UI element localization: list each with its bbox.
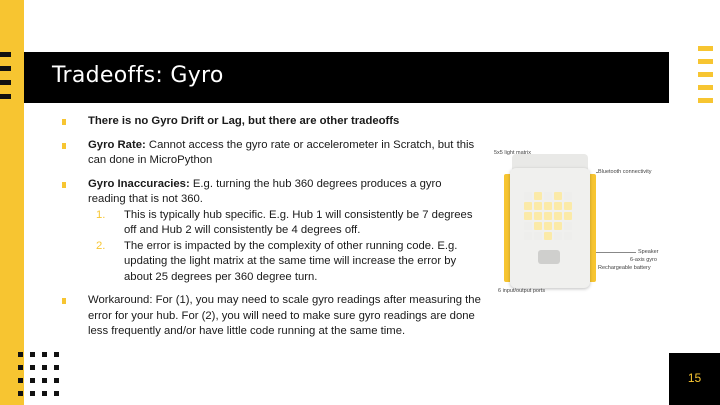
right-decor-marks <box>698 46 714 111</box>
matrix-pixel <box>524 232 532 240</box>
bullet-text: Workaround: For (1), you may need to scale gyro readings after measuring the error for your hub. For (2), you will need to make sure gyro readings are done less frequently and/or have little code running at the same time. <box>88 294 481 337</box>
dot-decor <box>42 378 47 383</box>
bullet-item <box>62 293 482 340</box>
dot-decor <box>18 391 23 396</box>
bullet-item <box>62 138 482 169</box>
bullet-marker-icon <box>62 182 66 188</box>
dot-decor <box>30 365 35 370</box>
matrix-pixel <box>554 202 562 210</box>
hub-label-matrix: 5x5 light matrix <box>494 150 531 156</box>
matrix-pixel <box>524 212 532 220</box>
dot-decor <box>54 365 59 370</box>
matrix-pixel <box>564 222 572 230</box>
matrix-pixel <box>564 202 572 210</box>
hub-label-bluetooth: Bluetooth connectivity <box>598 169 652 175</box>
hub-label-battery: Rechargeable battery <box>598 265 651 271</box>
left-decor-marks <box>0 52 12 108</box>
matrix-pixel <box>554 192 562 200</box>
matrix-pixel <box>534 212 542 220</box>
dot-decor <box>18 378 23 383</box>
hub-label-ports: 6 input/output ports <box>498 288 546 294</box>
matrix-pixel <box>554 222 562 230</box>
matrix-pixel <box>544 212 552 220</box>
bullet-text: E.g. turning the hub 360 degrees produces a gyro reading that is not 360. <box>88 177 442 205</box>
dot-decor <box>54 391 59 396</box>
dot-decor <box>42 365 47 370</box>
matrix-pixel <box>524 192 532 200</box>
slide-title: Tradeoffs: Gyro <box>52 63 224 88</box>
bullet-marker-icon <box>62 298 66 304</box>
matrix-pixel <box>554 212 562 220</box>
bullet-bold-label: Gyro Inaccuracies: <box>88 177 190 190</box>
dot-decor <box>30 352 35 357</box>
sub-item-text: The error is impacted by the complexity of other running code. E.g. updating the light matrix at the same time will increase the error by about 25 degrees per 360 degree turn. <box>124 239 458 283</box>
sub-item <box>88 208 482 239</box>
dot-decor <box>54 352 59 357</box>
bullet-text: There is no Gyro Drift or Lag, but there are other tradeoffs <box>88 115 400 127</box>
bullet-marker-icon <box>62 119 66 125</box>
sub-item-number: 1. <box>96 208 106 221</box>
matrix-pixel <box>534 202 542 210</box>
hub-center-button <box>538 250 560 264</box>
dot-grid-decor <box>18 352 66 405</box>
matrix-pixel <box>544 222 552 230</box>
dot-decor <box>42 391 47 396</box>
bullet-marker-icon <box>62 143 66 149</box>
hub-diagram <box>490 140 670 300</box>
matrix-pixel <box>524 202 532 210</box>
sub-item-text: This is typically hub specific. E.g. Hub 1 will consistently be 7 degrees off and Hub 2 will consistently be 4 degrees off. <box>124 208 473 236</box>
dot-decor <box>42 352 47 357</box>
bullet-list <box>62 114 482 348</box>
sub-item <box>88 239 482 286</box>
matrix-pixel <box>524 222 532 230</box>
dot-decor <box>18 365 23 370</box>
bullet-bold-label: Gyro Rate: <box>88 138 146 151</box>
hub-label-gyro: 6-axis gyro <box>630 257 657 263</box>
hub-label-speaker: Speaker <box>638 249 659 255</box>
matrix-pixel <box>564 212 572 220</box>
bullet-text: Cannot access the gyro rate or accelerometer in Scratch, but this can done in MicroPython <box>88 138 475 166</box>
sub-item-number: 2. <box>96 239 106 252</box>
matrix-pixel <box>544 232 552 240</box>
matrix-pixel <box>534 192 542 200</box>
matrix-pixel <box>564 192 572 200</box>
dot-decor <box>18 352 23 357</box>
bullet-item <box>62 114 482 130</box>
hub-callout-line <box>596 172 598 173</box>
matrix-pixel <box>544 202 552 210</box>
dot-decor <box>30 391 35 396</box>
matrix-pixel <box>534 222 542 230</box>
dot-decor <box>30 378 35 383</box>
hub-callout-line <box>596 252 636 253</box>
matrix-pixel <box>554 232 562 240</box>
hub-light-matrix <box>524 192 576 244</box>
bullet-item <box>62 177 482 286</box>
matrix-pixel <box>544 192 552 200</box>
page-number: 15 <box>687 371 702 385</box>
page-number-box <box>669 353 720 405</box>
matrix-pixel <box>564 232 572 240</box>
dot-decor <box>54 378 59 383</box>
matrix-pixel <box>534 232 542 240</box>
